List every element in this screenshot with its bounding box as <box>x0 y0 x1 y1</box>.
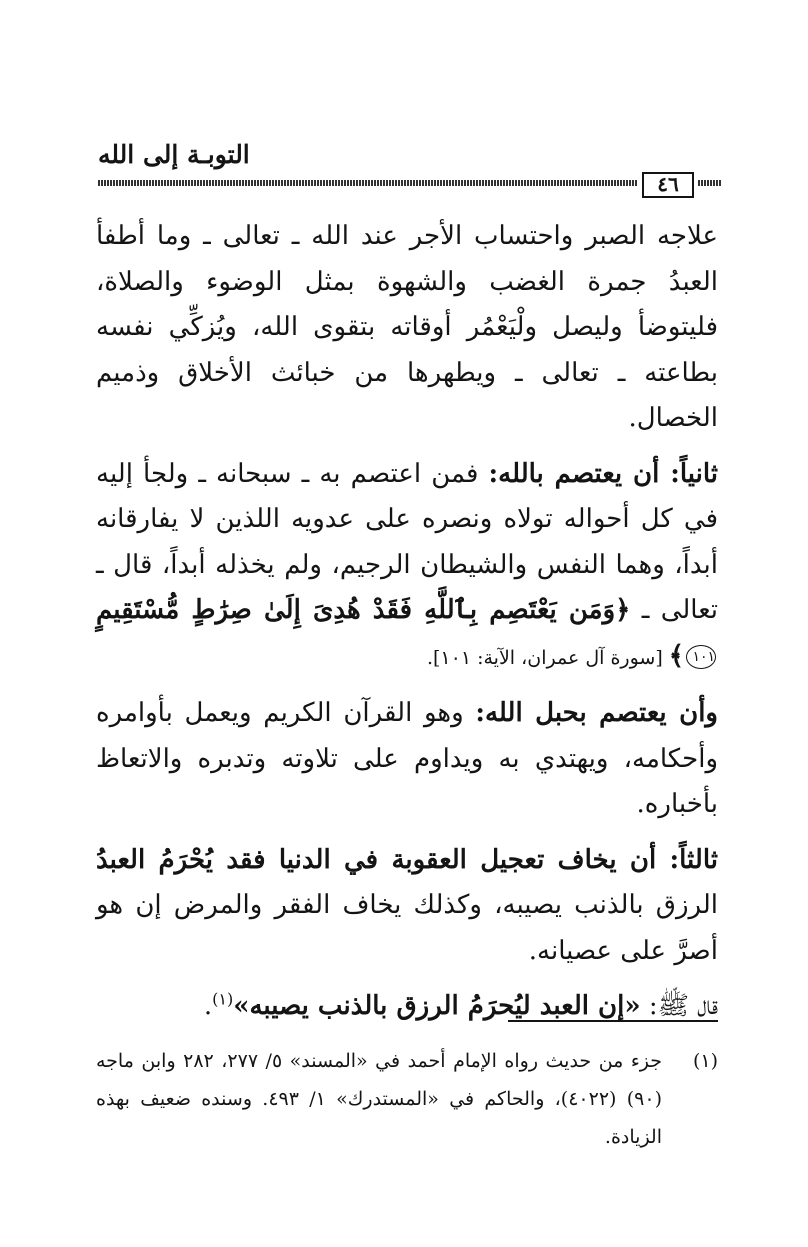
verse-reference: [سورة آل عمران، الآية: ١٠١]. <box>426 646 669 669</box>
book-title: التوبـة إلى الله <box>98 140 250 169</box>
paragraph-text: فمن اعتصم به ـ سبحانه ـ ولجأ إليه في كل أحواله تولاه ونصره على عدويه اللذين لا يفارقانه أبداً، وهما النفس والشيطان الرجيم، ولم يخذله أبداً، قال ـ تعالى ـ <box>96 458 718 625</box>
paragraph-heading: ثانياً: أن يعتصم بالله: <box>488 458 718 489</box>
footnote-number: (١) <box>692 1050 718 1072</box>
page-number: ٤٦ <box>642 172 694 198</box>
footnote-reference[interactable]: (١) <box>212 989 234 1009</box>
running-head <box>98 134 722 194</box>
header-rule-short <box>698 180 722 186</box>
paragraph-heading: ثالثاً: أن يخاف تعجيل العقوبة في الدنيا فقد يُحْرَمُ العبدُ <box>96 844 718 875</box>
quran-verse: ﴿وَمَن يَعْتَصِم بِٱللَّهِ فَقَدْ هُدِىَ إِلَىٰ صِرَٰطٍ مُّسْتَقِيمٍ <box>96 595 631 625</box>
paragraph-heading: وأن يعتصم بحبل الله: <box>475 698 718 728</box>
footnote-text: جزء من حديث رواه الإمام أحمد في «المسند» ٥/ ٢٧٧، ٢٨٢ وابن ماجه (٩٠) (٤٠٢٢)، والحاكم في «المستدرك» ١/ ٤٩٣. وسنده ضعيف بهذه الزيادة. <box>96 1050 663 1148</box>
main-text <box>96 214 718 1040</box>
paragraph-text: علاجه الصبر واحتساب الأجر عند الله ـ تعالى ـ وما أطفأ العبدُ جمرة الغضب والشهوة بمثل الوضوء والصلاة، فليتوضأ وليصل ولْيَعْمُر أوقاته بتقوى الله، ويُزكِّي نفسه بطاعته ـ تعالى ـ ويطهرها من خبائث الأخلاق وذميم الخصال. <box>96 221 718 433</box>
paragraph-1 <box>96 214 718 442</box>
ayah-number-mark: ١٠١ <box>686 645 716 669</box>
quran-verse-close: ﴾ <box>668 640 684 671</box>
paragraph-end: . <box>203 991 213 1021</box>
hadith-intro: قال ﷺ: <box>640 991 718 1021</box>
paragraph-5 <box>96 984 718 1030</box>
header-rule <box>98 180 638 186</box>
paragraph-3 <box>96 691 718 828</box>
paragraph-2 <box>96 452 718 682</box>
footnotes <box>96 1042 718 1156</box>
hadith-quote: «إن العبد ليُحرَمُ الرزق بالذنب يصيبه» <box>233 991 641 1021</box>
paragraph-text: الرزق بالذنب يصيبه، وكذلك يخاف الفقر والمرض إن هو أصرَّ على عصيانه. <box>96 890 718 966</box>
footnote <box>96 1042 718 1156</box>
paragraph-text: وهو القرآن الكريم ويعمل بأوامره وأحكامه، ويهتدي به ويداوم على تلاوته وتدبره والاتعاظ بأخباره. <box>96 698 718 819</box>
paragraph-4 <box>96 838 718 975</box>
footnote-separator <box>508 1020 718 1022</box>
